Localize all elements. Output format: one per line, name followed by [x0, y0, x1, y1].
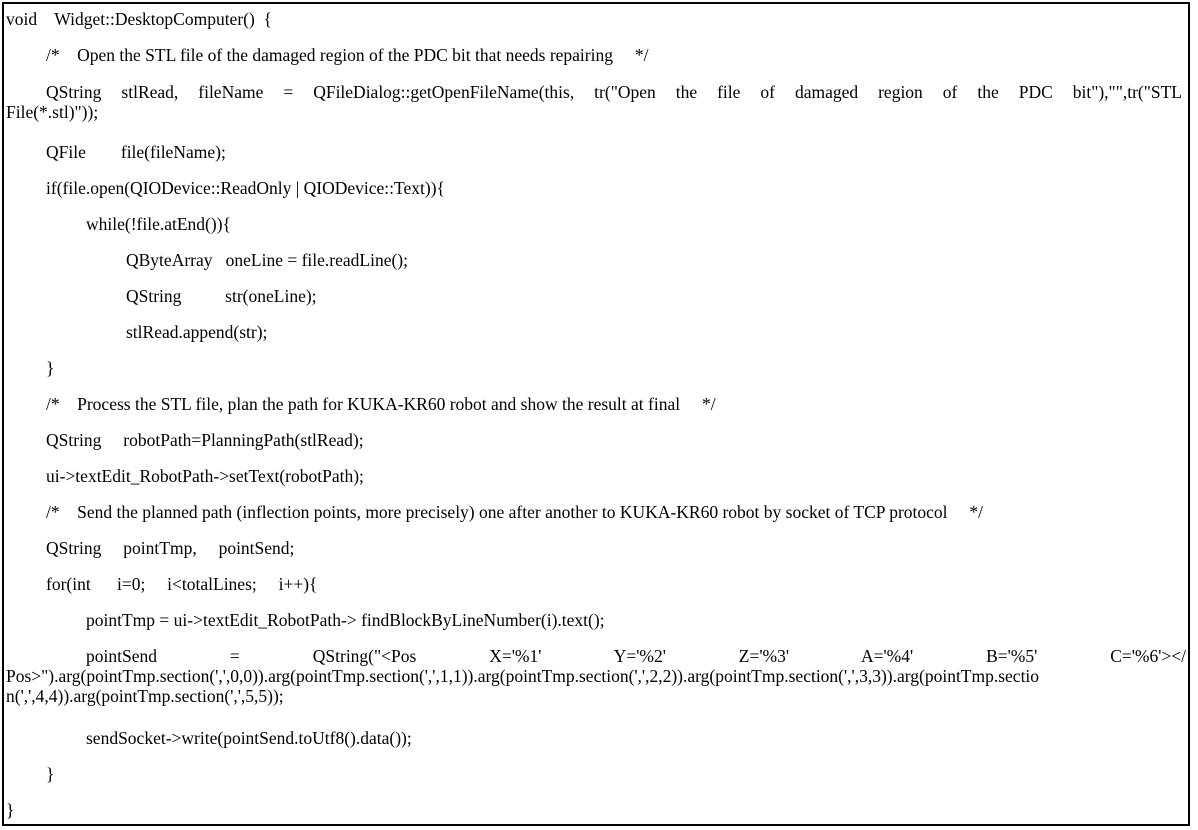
code-line-pointsend-part3: n(',',4,4)).arg(pointTmp.section(',',5,5));	[6, 686, 284, 706]
code-line-qstring-points: QString pointTmp, pointSend;	[46, 538, 295, 558]
code-line-close-while: }	[46, 358, 55, 378]
code-line-settext: ui->textEdit_RobotPath->setText(robotPath);	[46, 466, 364, 486]
code-line-close-for: }	[46, 764, 55, 784]
code-line-comment-send: /* Send the planned path (inflection points, more precisely) one after another to KUKA-KR60 robot by socket of TCP protocol */	[46, 502, 984, 522]
code-line-if-open: if(file.open(QIODevice::ReadOnly | QIODevice::Text)){	[46, 178, 445, 198]
code-line-comment-open-stl: /* Open the STL file of the damaged region of the PDC bit that needs repairing */	[46, 45, 649, 65]
code-listing-frame	[2, 2, 1190, 826]
code-line-getopenfilename-part2: File(*.stl)"));	[6, 102, 99, 122]
code-line-getopenfilename	[4, 82, 1188, 122]
code-line-pointsend-part2: Pos>").arg(pointTmp.section(',',0,0)).arg(pointTmp.section(',',1,1)).arg(pointTmp.section(',',2,2)).arg(pointTmp.section(',',3,3)).arg(pointTmp.sectio	[6, 666, 1040, 686]
code-line-readline: QByteArray oneLine = file.readLine();	[126, 250, 408, 270]
code-line-function-signature: void Widget::DesktopComputer() {	[6, 9, 272, 29]
code-line-comment-process: /* Process the STL file, plan the path for KUKA-KR60 robot and show the result at final */	[46, 394, 716, 414]
code-line-pointsend-part1: pointSend = QString("<Pos X='%1' Y='%2' Z='%3' A='%4' B='%5' C='%6'></	[86, 646, 1186, 666]
code-line-for-loop: for(int i=0; i<totalLines; i++){	[46, 574, 318, 594]
code-line-close-function: }	[6, 800, 15, 820]
code-line-planning-path: QString robotPath=PlanningPath(stlRead);	[46, 430, 364, 450]
code-line-qstring-str: QString str(oneLine);	[126, 286, 317, 306]
code-line-while: while(!file.atEnd()){	[86, 214, 231, 234]
code-line-socket-write: sendSocket->write(pointSend.toUtf8().data());	[86, 728, 412, 748]
code-line-qfile: QFile file(fileName);	[46, 142, 226, 162]
code-line-append: stlRead.append(str);	[126, 322, 268, 342]
code-line-pointtmp: pointTmp = ui->textEdit_RobotPath-> findBlockByLineNumber(i).text();	[86, 610, 605, 630]
code-line-pointsend	[4, 646, 1188, 706]
code-line-getopenfilename-part1: QString stlRead, fileName = QFileDialog::getOpenFileName(this, tr("Open the file of damaged region of the PDC bit"),"",tr("STL	[46, 82, 1182, 102]
